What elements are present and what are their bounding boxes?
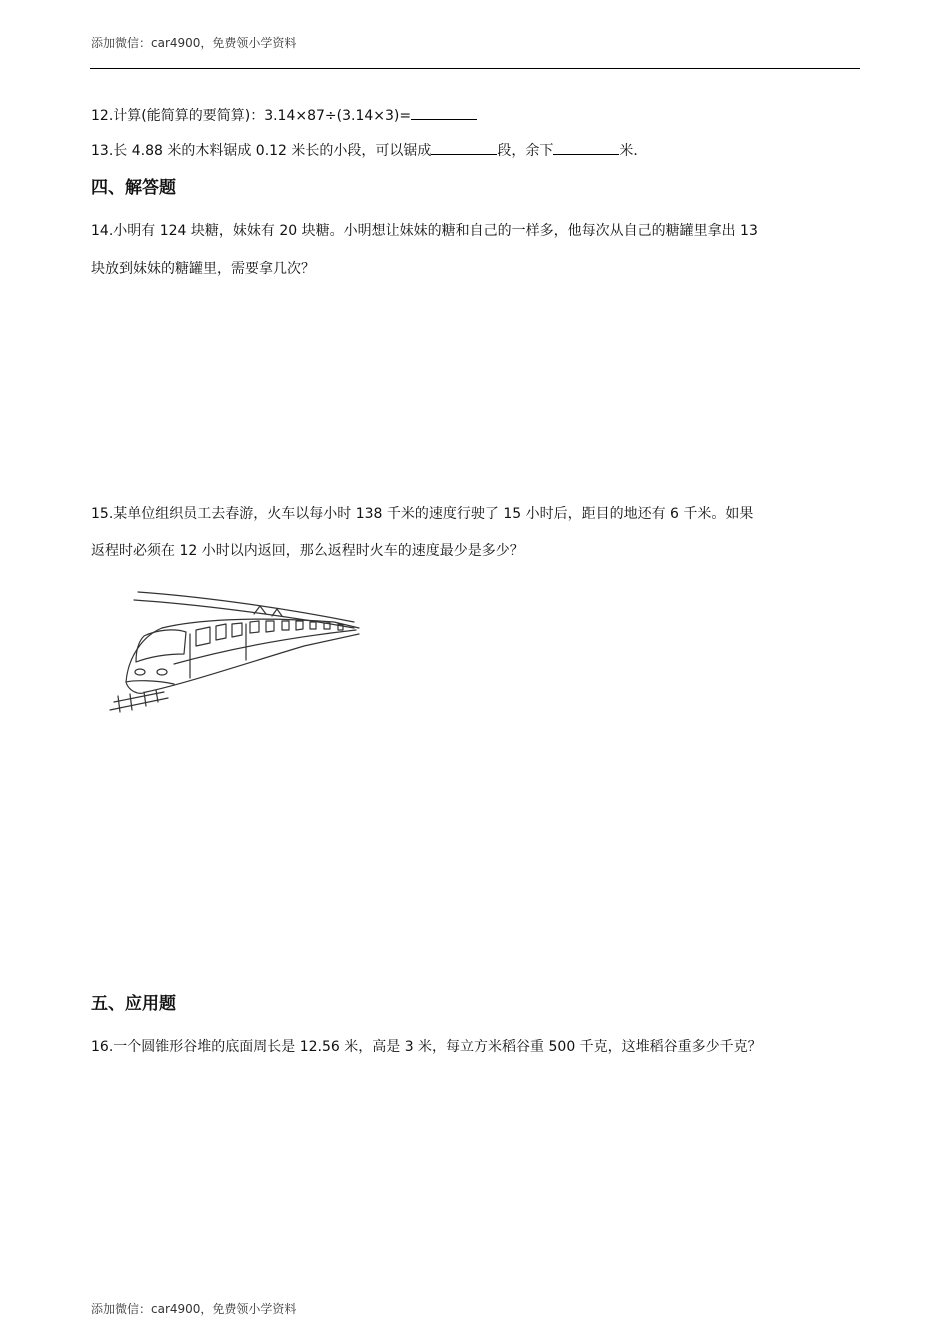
answer-blank-13a xyxy=(431,140,497,155)
question-13-text-1: 13.长 4.88 米的木料锯成 0.12 米长的小段，可以锯成 xyxy=(91,143,432,159)
question-16: 16.一个圆锥形谷堆的底面周长是 12.56 米，高是 3 米，每立方米稻谷重 500 千克，这堆稻谷重多少千克？ xyxy=(91,1039,762,1055)
page-footer: 添加微信：car4900，免费领小学资料 xyxy=(91,1302,297,1316)
question-13-text-3: 米． xyxy=(619,143,648,159)
section-5-heading: 五、应用题 xyxy=(91,994,176,1014)
question-12-text: 12.计算(能简算的要简算)：3.14×87÷(3.14×3)= xyxy=(91,108,412,124)
answer-blank-12 xyxy=(411,105,477,120)
question-13-text-2: 段，余下 xyxy=(497,143,554,159)
question-12 xyxy=(91,105,477,125)
question-15-line-1: 15.某单位组织员工去春游，火车以每小时 138 千米的速度行驶了 15 小时后，距目的地还有 6 千米。如果 xyxy=(91,506,754,522)
question-14-line-1: 14.小明有 124 块糖，妹妹有 20 块糖。小明想让妹妹的糖和自己的一样多，他每次从自己的糖罐里拿出 13 xyxy=(91,223,758,239)
section-4-heading: 四、解答题 xyxy=(91,178,176,198)
question-14-line-2: 块放到妹妹的糖罐里，需要拿几次？ xyxy=(91,261,315,277)
header-divider xyxy=(90,68,860,69)
answer-blank-13b xyxy=(553,140,619,155)
question-15-line-2: 返程时必须在 12 小时以内返回，那么返程时火车的速度最少是多少？ xyxy=(91,543,524,559)
page-header: 添加微信：car4900，免费领小学资料 xyxy=(91,36,297,50)
train-illustration xyxy=(104,584,366,724)
question-13 xyxy=(91,140,647,160)
